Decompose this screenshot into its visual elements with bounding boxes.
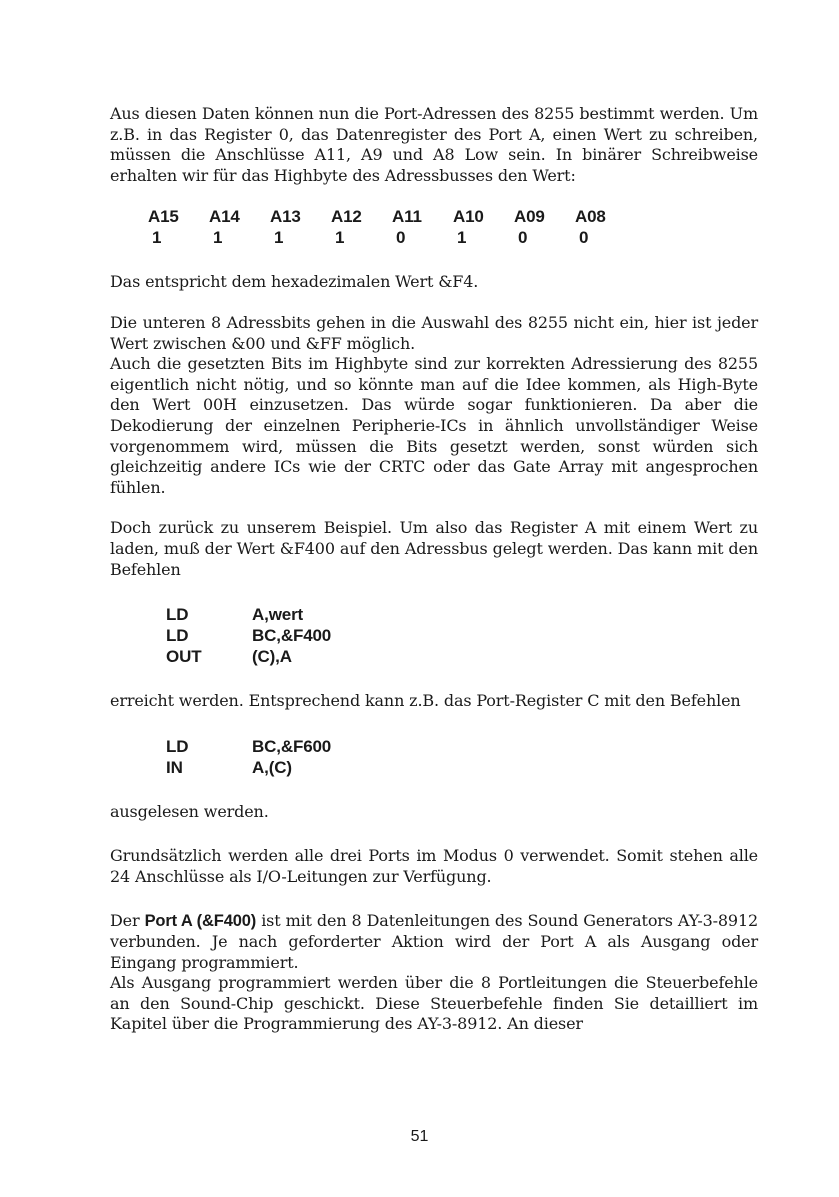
address-bit-header: A14 xyxy=(209,207,240,227)
code-block-read xyxy=(166,736,758,778)
code-opcode: IN xyxy=(166,757,183,777)
address-bit-header: A11 xyxy=(392,207,422,227)
paragraph-lower-bits: Die unteren 8 Adressbits gehen in die Auswahl des 8255 nicht ein, hier ist jeder Wert zwischen &00 und &FF möglich. xyxy=(110,312,758,353)
paragraph-hex-value: Das entspricht dem hexadezimalen Wert &F4. xyxy=(110,272,479,292)
code-operand: BC,&F400 xyxy=(252,626,332,646)
port-a-label: Port A (&F400) xyxy=(144,912,257,931)
address-bit-value: 1 xyxy=(152,228,162,248)
address-bit-value: 1 xyxy=(274,228,284,248)
code-operand: BC,&F600 xyxy=(252,736,332,756)
page-body xyxy=(110,104,758,1035)
code-operand: A,wert xyxy=(252,605,304,625)
code-opcode: LD xyxy=(166,626,189,646)
port-a-text: ist mit den 8 Datenleitungen des Sound Generators AY-3-8912 verbunden. Je nach geforderter Aktion wird der Port A als Ausgang oder Eingang programmiert. xyxy=(110,911,759,972)
address-bit-value: 0 xyxy=(579,228,589,248)
code-line xyxy=(166,736,758,757)
port-a-prefix: Der xyxy=(110,911,145,931)
paragraph-read-out: ausgelesen werden. xyxy=(110,801,269,821)
page-number: 51 xyxy=(410,1128,429,1145)
code-opcode: OUT xyxy=(166,647,202,667)
code-opcode: LD xyxy=(166,736,189,756)
address-bit-header: A12 xyxy=(331,207,362,227)
paragraph-read-register: erreicht werden. Entsprechend kann z.B. das Port-Register C mit den Befehlen xyxy=(110,691,741,711)
code-opcode: LD xyxy=(166,605,189,625)
address-bit-header: A09 xyxy=(514,207,545,227)
paragraph-output-mode: Als Ausgang programmiert werden über die 8 Portleitungen die Steuerbefehle an den Sound-Chip geschickt. Diese Steuerbefehle finden Sie detailliert im Kapitel über die Programmierung des AY-3-8912. An dieser xyxy=(110,973,758,1034)
address-bit-header: A08 xyxy=(575,207,606,227)
code-operand: A,(C) xyxy=(252,757,292,777)
paragraph-highbyte-bits: Auch die gesetzten Bits im Highbyte sind zur korrekten Adressierung des 8255 eigentlich nicht nötig, und so könnte man auf die Idee kommen, als High-Byte den Wert 00H einzusetzen. Das würde sogar funktionieren. Da aber die Dekodierung der einzelnen Peripherie-ICs in ähnlich unvollständiger Weise vorgenommem wird, müssen die Bits gesetzt werden, sonst würden sich gleichzeitig andere ICs wie der CRTC oder das Gate Array mit angesprochen fühlen. xyxy=(110,354,758,497)
paragraph-port-modes: Grundsätzlich werden alle drei Ports im Modus 0 verwendet. Somit stehen alle 24 Anschlüsse als I/O-Leitungen zur Verfügung. xyxy=(110,846,758,886)
code-block-write xyxy=(166,604,758,667)
code-line xyxy=(166,604,758,625)
address-bit-header: A10 xyxy=(453,207,484,227)
address-bit-header: A13 xyxy=(270,207,301,227)
address-bit-value: 0 xyxy=(396,228,406,248)
address-bit-header: A15 xyxy=(148,207,179,227)
code-line xyxy=(166,646,758,667)
address-bit-value: 1 xyxy=(457,228,467,248)
address-bit-table xyxy=(148,206,636,248)
code-line xyxy=(166,757,758,778)
code-operand: (C),A xyxy=(252,647,292,667)
address-bit-value: 0 xyxy=(518,228,528,248)
address-bit-value: 1 xyxy=(213,228,223,248)
paragraph-example: Doch zurück zu unserem Beispiel. Um also das Register A mit einem Wert zu laden, muß der Wert &F400 auf den Adressbus gelegt werden. Das kann mit den Befehlen xyxy=(110,518,758,579)
address-bit-value: 1 xyxy=(335,228,345,248)
code-line xyxy=(166,625,758,646)
paragraph-port-a xyxy=(110,911,758,973)
paragraph-port-addresses: Aus diesen Daten können nun die Port-Adressen des 8255 bestimmt werden. Um z.B. in das Register 0, das Datenregister des Port A, einen Wert zu schreiben, müssen die Anschlüsse A11, A9 und A8 Low sein. In binärer Schreibweise erhalten wir für das Highbyte des Adressbusses den Wert: xyxy=(110,104,758,185)
